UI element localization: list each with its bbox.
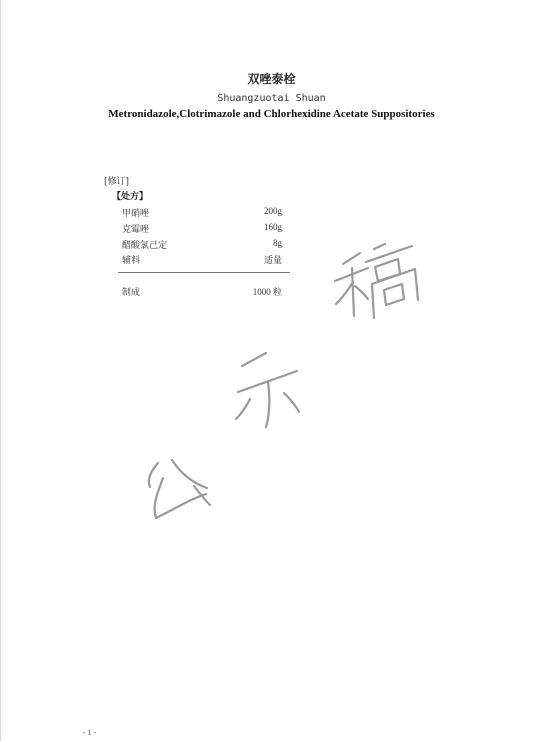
ingredient-amount: 200g	[264, 206, 282, 216]
total-amount: 1000 粒	[252, 287, 282, 297]
ingredient-name: 克霉唑	[122, 225, 150, 235]
prescription-heading: 【处方】	[112, 192, 149, 202]
document-title-chinese: 双唑泰栓	[247, 72, 296, 86]
ingredient-amount: 8g	[273, 238, 282, 248]
ingredient-name: 甲硝唑	[122, 209, 150, 219]
ingredient-amount: 160g	[264, 222, 282, 232]
ingredient-name: 辅料	[122, 256, 141, 266]
total-label: 制成	[122, 288, 141, 298]
revision-tag: [修订]	[104, 177, 130, 187]
page-number: - 1 -	[83, 728, 97, 737]
document-title-pinyin: Shuangzuotai Shuan	[217, 93, 326, 104]
document-title-english: Metronidazole,Clotrimazole and Chlorhexidine Acetate Suppositories	[108, 108, 435, 120]
ingredient-amount: 适量	[263, 255, 282, 265]
ingredient-name: 醋酸氯己定	[122, 241, 168, 251]
divider-rule	[118, 272, 290, 273]
